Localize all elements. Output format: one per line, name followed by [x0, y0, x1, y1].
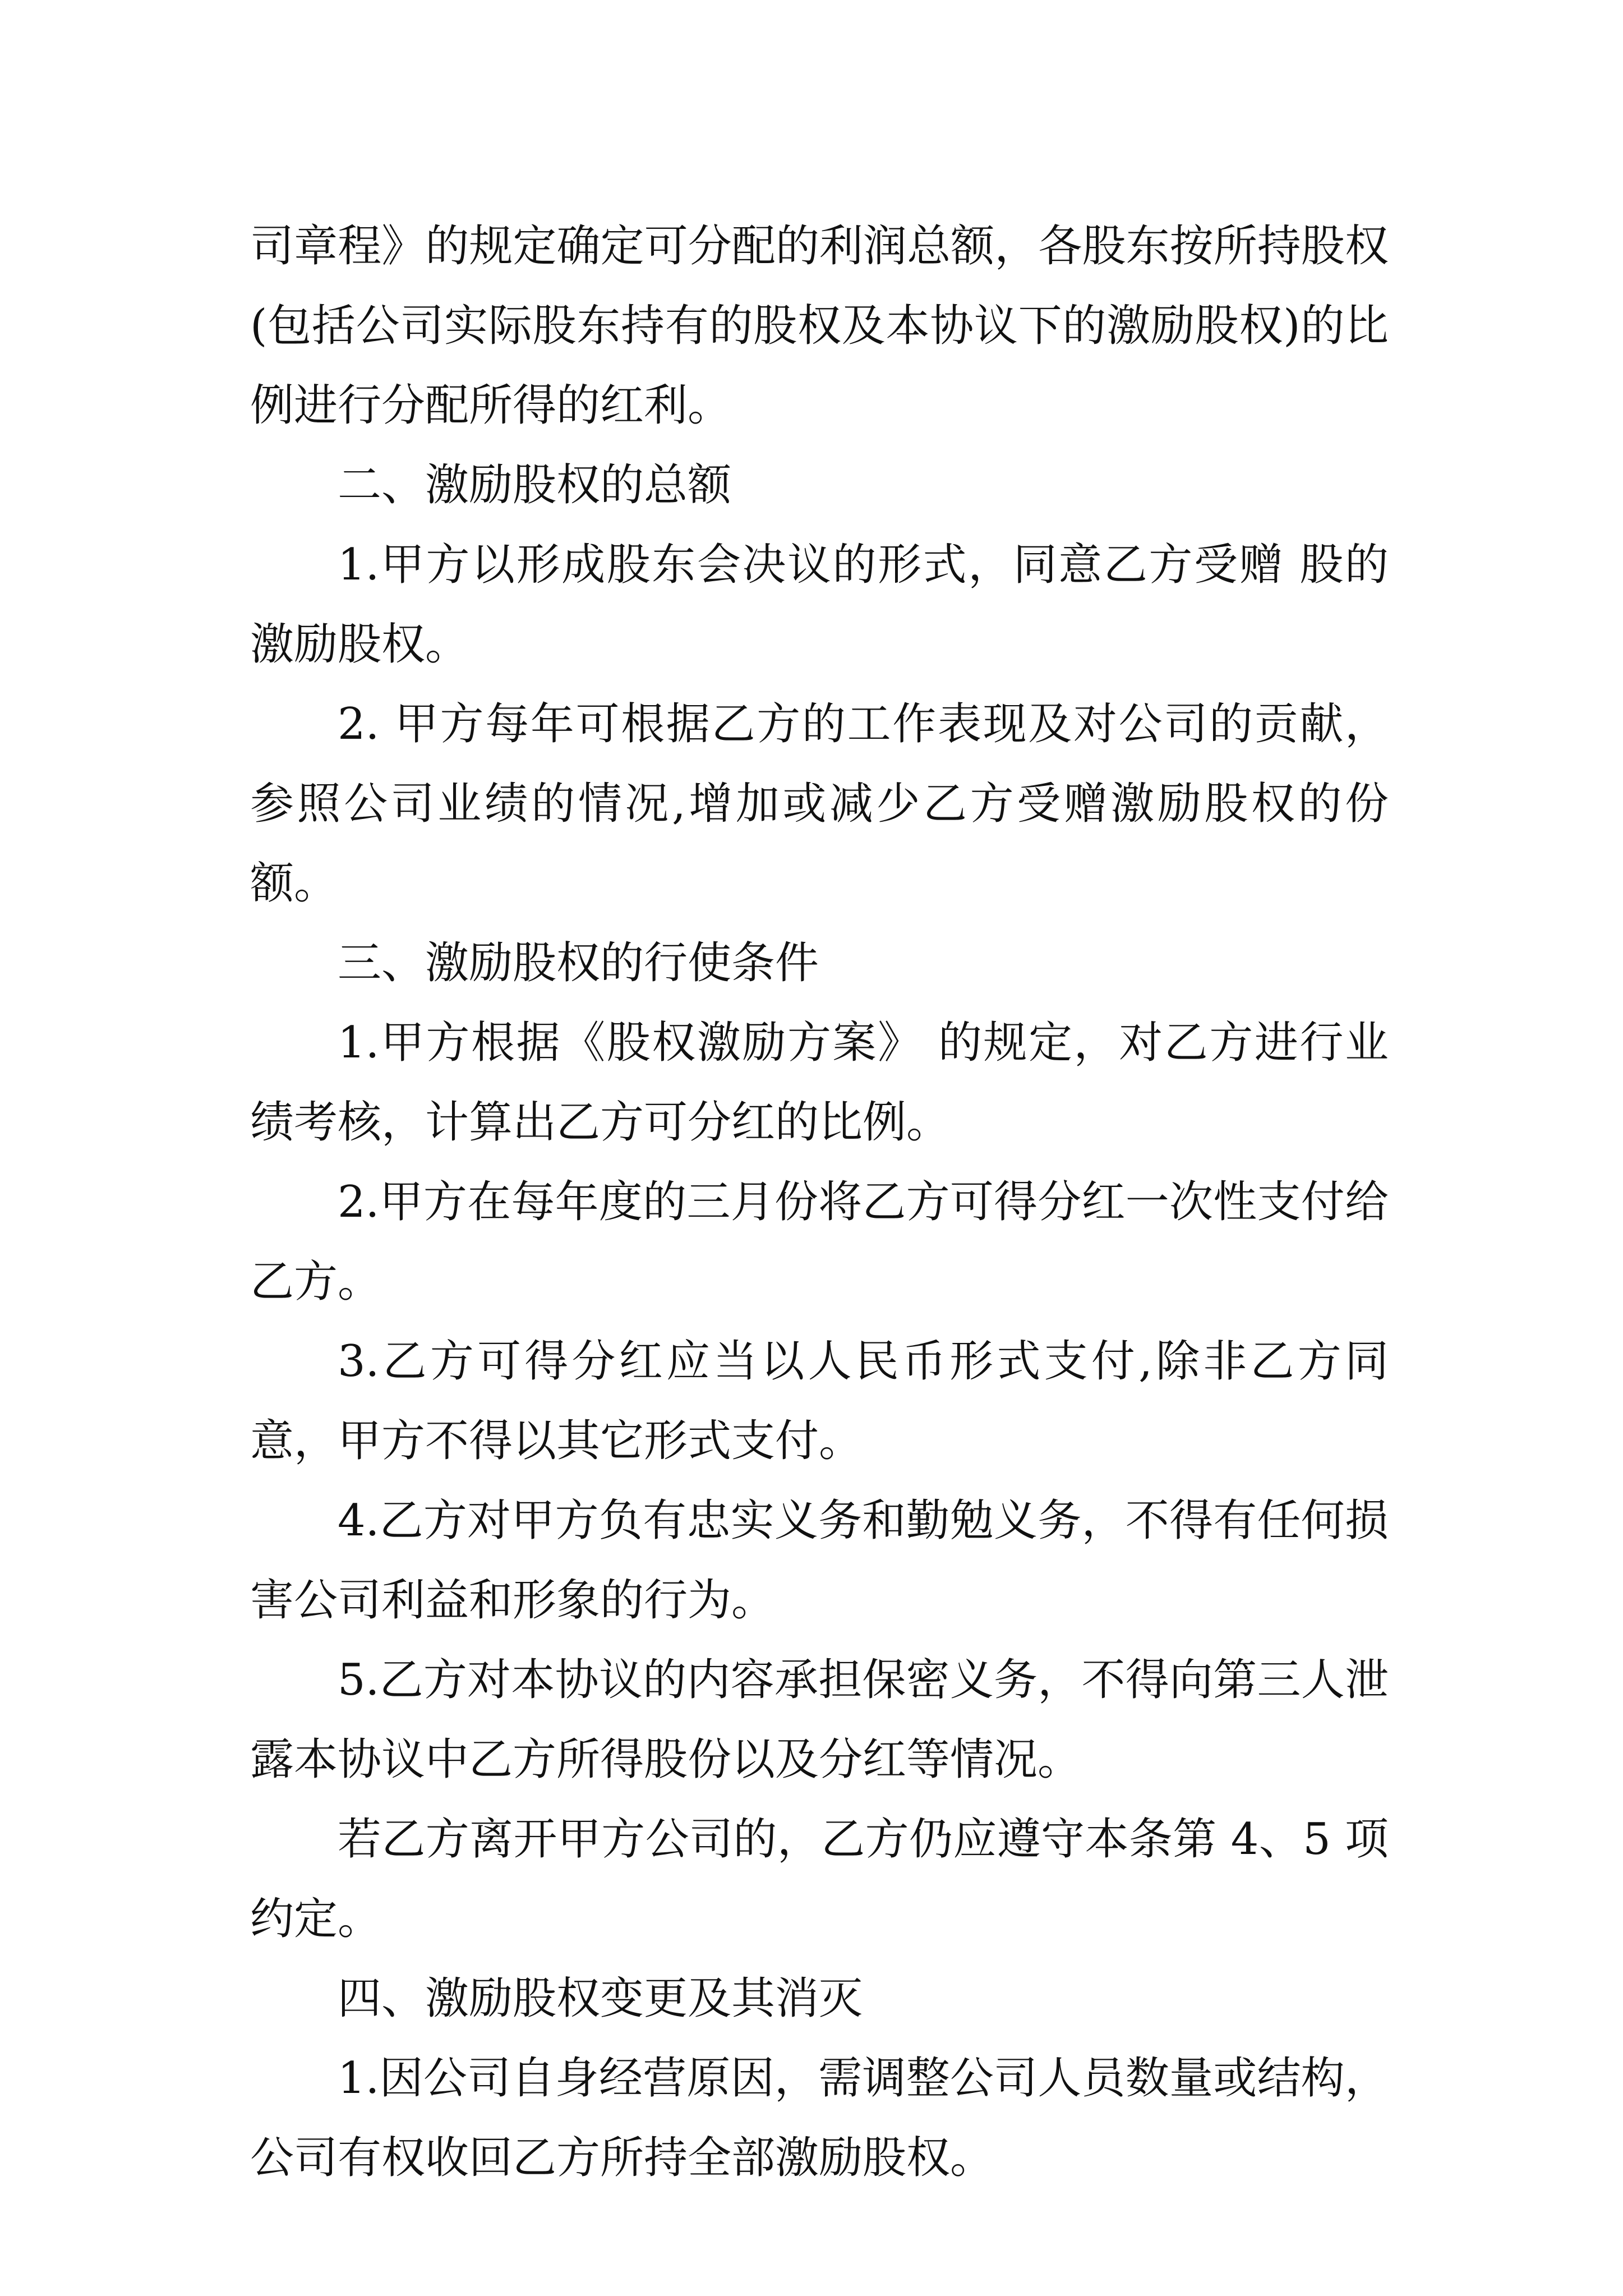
- document-body: [250, 206, 1389, 2198]
- clause-4-1: 1.因公司自身经营原因，需调整公司人员数量或结构，公司有权收回乙方所持全部激励股权。: [250, 2053, 1389, 2183]
- clause-2-2: 2. 甲方每年可根据乙方的工作表现及对公司的贡献，参照公司业绩的情况,增加或减少乙方受赠激励股权的份额。: [250, 699, 1389, 909]
- clause-3-4: 4.乙方对甲方负有忠实义务和勤勉义务，不得有任何损害公司利益和形象的行为。: [250, 1496, 1389, 1626]
- clause-3-2: 2.甲方在每年度的三月份将乙方可得分红一次性支付给乙方。: [250, 1177, 1389, 1307]
- section-heading-4: 四、激励股权变更及其消灭: [338, 1973, 863, 2024]
- clause-2-1: 1.甲方以形成股东会决议的形式，同意乙方受赠 股的激励股权。: [250, 540, 1389, 670]
- section-heading-3: 三、激励股权的行使条件: [338, 938, 819, 988]
- clause-3-1: 1.甲方根据《股权激励方案》 的规定，对乙方进行业绩考核，计算出乙方可分红的比例。: [250, 1018, 1389, 1148]
- section-heading-2: 二、激励股权的总额: [338, 460, 732, 510]
- clause-3-note: 若乙方离开甲方公司的，乙方仍应遵守本条第 4、5 项约定。: [250, 1814, 1389, 1944]
- clause-3-3: 3.乙方可得分红应当以人民币形式支付,除非乙方同意，甲方不得以其它形式支付。: [250, 1336, 1389, 1466]
- clause-3-5: 5.乙方对本协议的内容承担保密义务，不得向第三人泄露本协议中乙方所得股份以及分红等情况。: [250, 1655, 1389, 1785]
- paragraph-continuation: 司章程》的规定确定可分配的利润总额，各股东按所持股权(包括公司实际股东持有的股权及本协议下的激励股权)的比例进行分配所得的红利。: [250, 221, 1389, 431]
